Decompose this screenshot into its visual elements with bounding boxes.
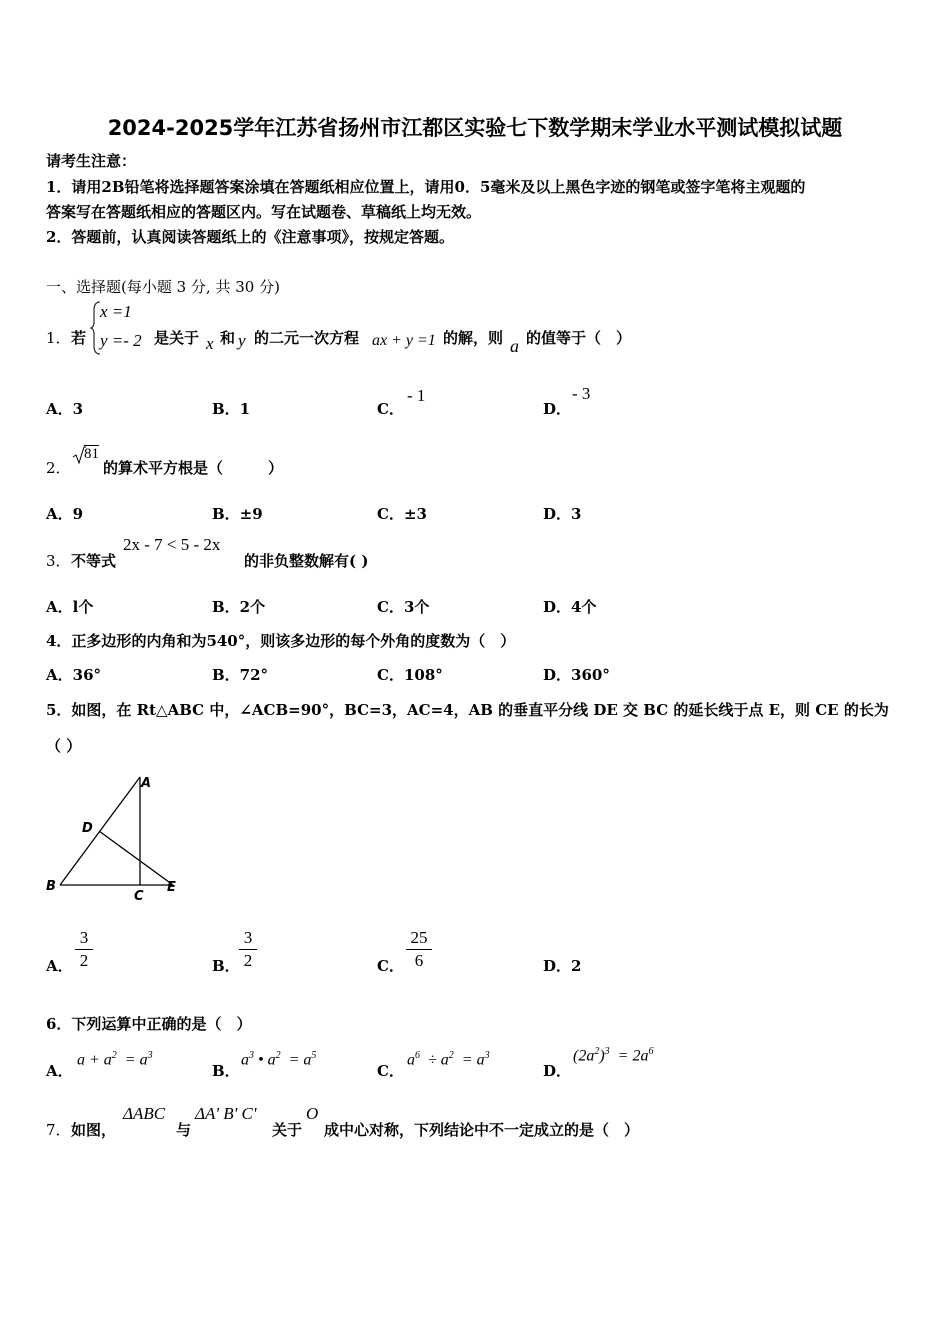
label-a: A [141, 776, 152, 791]
q1-system-eq1: x =1 [100, 302, 132, 321]
label-d: D [82, 821, 93, 836]
q2-radicand: 81 [84, 446, 99, 462]
q5-text: 5．如图，在 Rt△ABC 中，∠ACB=90°，BC=3，AC=4，AB 的垂直平分线 DE 交 BC 的延长线于点 E，则 CE 的长为 [46, 701, 889, 719]
q7-number: 7． [46, 1121, 71, 1139]
q3-option-b[interactable]: B．2个 [212, 598, 266, 616]
q3-option-a[interactable]: A．l个 [46, 598, 94, 616]
q2-number: 2． [46, 459, 71, 477]
q3-option-d[interactable]: D．4个 [543, 598, 597, 616]
q1-post: 的值等于（ ） [526, 329, 632, 347]
notice-line-1: 1．请用2B铅笔将选择题答案涂填在答题纸相应位置上，请用0．5毫米及以上黑色字迹的钢笔或签字笔将主观题的 [46, 178, 806, 196]
q3-option-c[interactable]: C．3个 [377, 598, 430, 616]
q6-option-a-expr: $a + a^2 = a^3$ [77, 1050, 153, 1069]
q4-option-d[interactable]: D．360° [543, 666, 610, 684]
q6-option-c-expr: $a^6 \div a^2 = a^3$ [407, 1050, 490, 1069]
q7-triangle-abc-prime: ΔA' B' C' [195, 1104, 257, 1123]
label-e: E [167, 880, 176, 895]
q1-mid2: 的二元一次方程 [254, 329, 360, 347]
q7-about: 关于 [272, 1121, 303, 1139]
fraction-denominator: 6 [414, 951, 424, 970]
q1-equation: ax + y =1 [372, 332, 436, 349]
q7-center-o: O [306, 1104, 319, 1123]
notice-heading: 请考生注意： [46, 152, 137, 170]
q1-number: 1． [46, 329, 71, 347]
label-b: B [46, 879, 56, 894]
q4-option-c[interactable]: C．108° [377, 666, 443, 684]
q5-option-b-fraction [239, 928, 257, 971]
q5-option-a-fraction [75, 928, 93, 971]
q1-mid3: 的解，则 [443, 329, 504, 347]
q1-mid1: 是关于 [154, 329, 200, 347]
q5-option-b[interactable]: B． [212, 957, 240, 975]
q7-pre: 如图， [71, 1121, 117, 1139]
fraction-numerator: 25 [410, 928, 428, 947]
fraction-numerator: 3 [79, 928, 89, 947]
q6-option-a[interactable]: A． [46, 1062, 73, 1080]
q1-option-c[interactable]: C． [377, 400, 404, 418]
q7-post: 成中心对称，下列结论中不一定成立的是（ ） [324, 1121, 640, 1139]
q6-option-d[interactable]: D． [543, 1062, 572, 1080]
q2-option-c[interactable]: C．±3 [377, 505, 427, 523]
q2-option-d[interactable]: D．3 [543, 505, 582, 523]
q1-and: 和 [220, 329, 236, 347]
q1-option-d[interactable]: D． [543, 400, 572, 418]
q5-option-a[interactable]: A． [46, 957, 73, 975]
q1-option-c-value: - 1 [407, 386, 426, 405]
q5-text-2: （ ） [46, 737, 82, 755]
q7-triangle-abc: ΔABC [123, 1104, 166, 1123]
fraction-numerator: 3 [243, 928, 253, 947]
notice-line-1b: 答案写在答题纸相应的答题区内。写在试题卷、草稿纸上均无效。 [46, 203, 482, 221]
q4-option-b[interactable]: B．72° [212, 666, 269, 684]
q1-var-x: x [206, 334, 214, 353]
label-c: C [134, 889, 144, 904]
q1-var-a: a [510, 336, 519, 356]
segment-de [99, 831, 173, 885]
q6-option-d-expr: $(2a^2)^3 = 2a^6$ [573, 1046, 654, 1065]
q5-triangle-figure [40, 770, 190, 905]
q2-text: 的算术平方根是（ ） [103, 459, 284, 477]
q6-option-b-expr: $a^3$ • $a^2 = a^5$ [241, 1050, 317, 1069]
notice-line-2: 2．答题前，认真阅读答题纸上的《注意事项》，按规定答题。 [46, 228, 454, 246]
q5-option-c-fraction [406, 928, 432, 971]
q2-option-b[interactable]: B．±9 [212, 505, 263, 523]
q3-number: 3． [46, 552, 71, 570]
q5-option-c[interactable]: C． [377, 957, 404, 975]
q6-text: 6．下列运算中正确的是（ ） [46, 1015, 252, 1033]
q2-option-a[interactable]: A．9 [46, 505, 84, 523]
q3-pre: 不等式 [71, 552, 117, 570]
q3-post: 的非负整数解有( ) [244, 552, 369, 570]
q1-system-eq2: y =- 2 [100, 331, 142, 350]
q7-with: 与 [176, 1121, 192, 1139]
q1-option-d-value: - 3 [572, 384, 591, 403]
q6-option-b[interactable]: B． [212, 1062, 240, 1080]
section-heading: 一、选择题(每小题 3 分, 共 30 分) [46, 278, 280, 296]
fraction-denominator: 2 [79, 951, 89, 970]
q1-pre: 若 [71, 329, 87, 347]
q6-option-c[interactable]: C． [377, 1062, 404, 1080]
fraction-denominator: 2 [243, 951, 253, 970]
q5-option-d[interactable]: D．2 [543, 957, 582, 975]
q1-option-a[interactable]: A．3 [46, 400, 84, 418]
q4-option-a[interactable]: A．36° [46, 666, 102, 684]
q1-option-b[interactable]: B．1 [212, 400, 251, 418]
page-title: 2024-2025学年江苏省扬州市江都区实验七下数学期末学业水平测试模拟试题 [107, 116, 843, 140]
q3-inequality: 2x - 7 < 5 - 2x [123, 535, 221, 554]
q4-text: 4．正多边形的内角和为540°，则该多边形的每个外角的度数为（ ） [46, 632, 516, 650]
q1-var-y: y [238, 331, 246, 350]
